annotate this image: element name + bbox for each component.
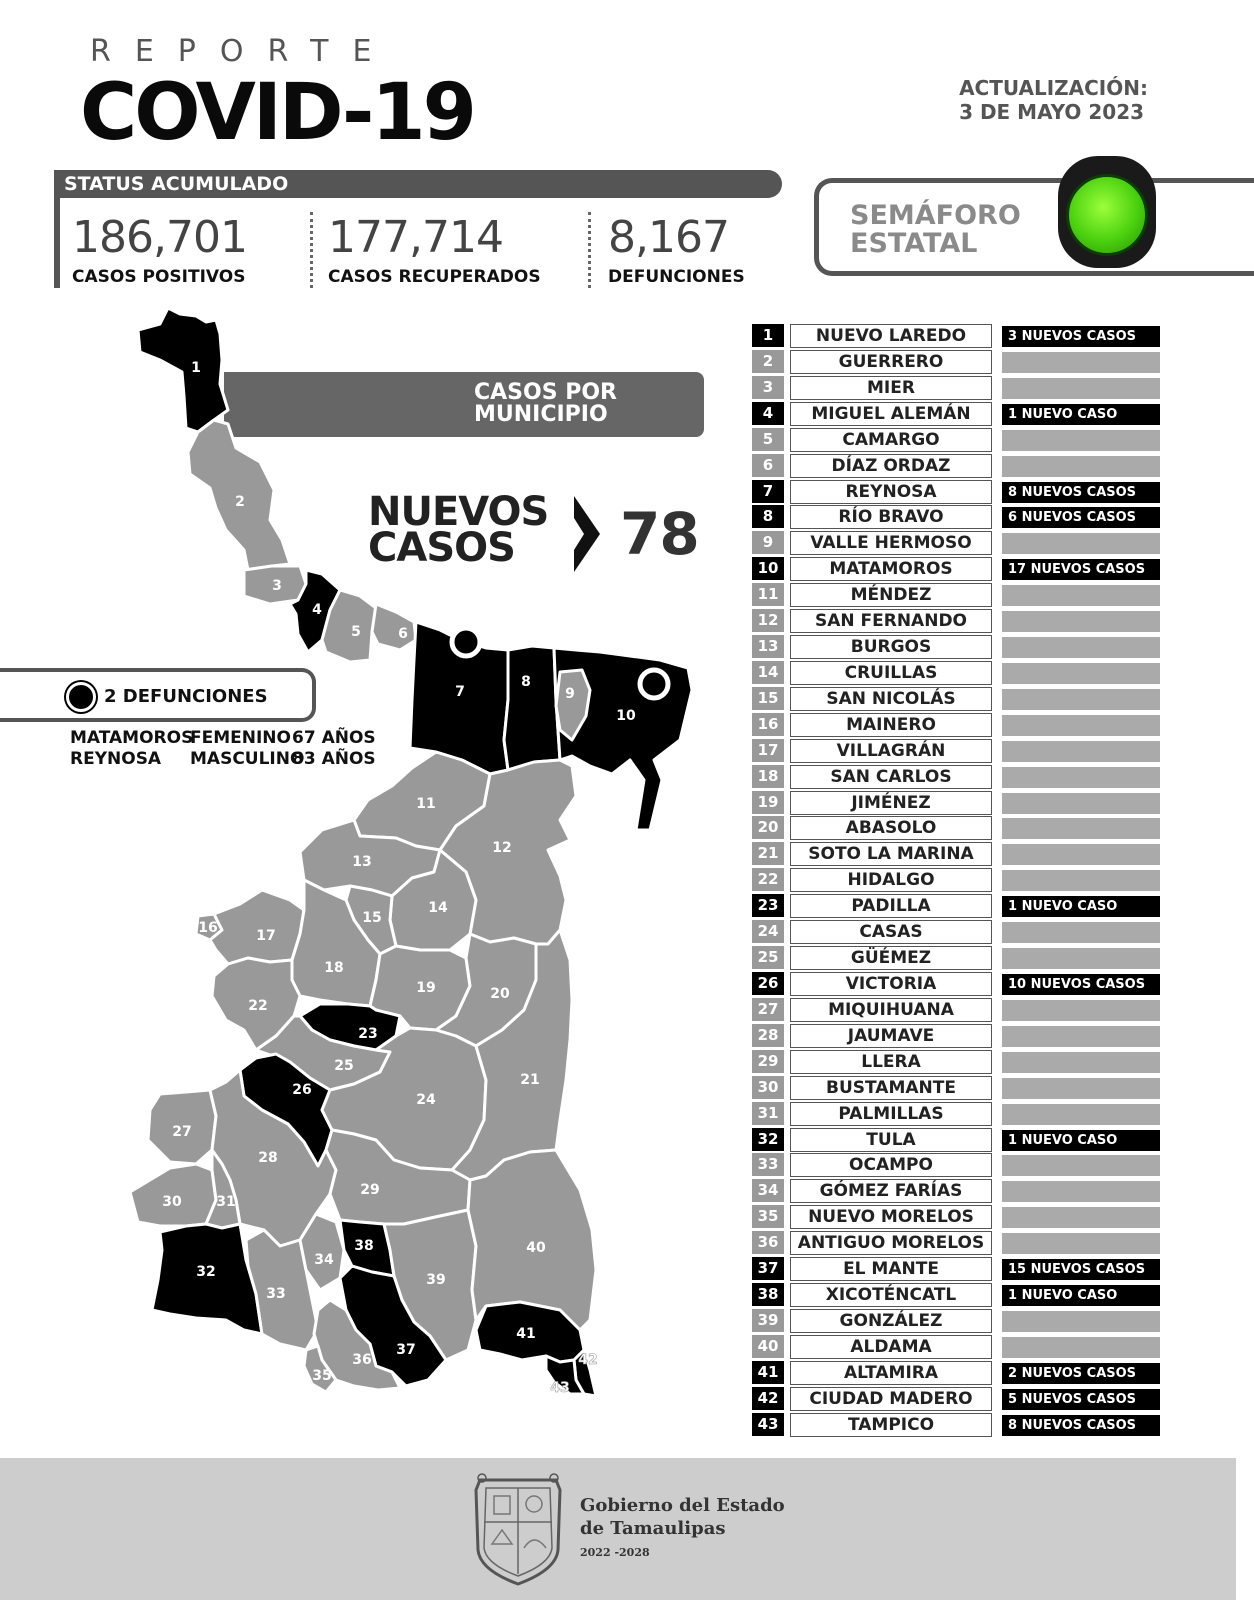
municipio-name: HIDALGO xyxy=(790,868,992,892)
municipio-number: 18 xyxy=(752,765,784,788)
municipio-row xyxy=(752,505,1162,529)
municipio-name: CRUILLAS xyxy=(790,661,992,685)
municipio-row xyxy=(752,946,1162,970)
map-label-36: 36 xyxy=(352,1352,372,1368)
municipio-row xyxy=(752,324,1162,348)
municipio-row xyxy=(752,376,1162,400)
death-marker-matamoros-icon xyxy=(640,670,668,698)
report-title: COVID-19 xyxy=(80,68,474,158)
municipio-row xyxy=(752,739,1162,763)
municipio-row xyxy=(752,765,1162,789)
municipio-new-cases xyxy=(1002,430,1160,451)
status-acumulado-bar: STATUS ACUMULADO xyxy=(54,170,782,198)
municipio-new-cases xyxy=(1002,585,1160,606)
municipio-name: CAMARGO xyxy=(790,428,992,452)
municipio-name: CIUDAD MADERO xyxy=(790,1387,992,1411)
municipio-number: 1 xyxy=(752,324,784,347)
municipio-row xyxy=(752,713,1162,737)
status-left-rule xyxy=(54,170,60,288)
municipio-number: 20 xyxy=(752,816,784,839)
municipio-row xyxy=(752,480,1162,504)
municipio-new-cases xyxy=(1002,1181,1160,1202)
municipio-number: 11 xyxy=(752,583,784,606)
municipio-row xyxy=(752,972,1162,996)
municipio-number: 12 xyxy=(752,609,784,632)
municipio-new-cases xyxy=(1002,793,1160,814)
municipio-number: 39 xyxy=(752,1309,784,1332)
municipio-name: EL MANTE xyxy=(790,1257,992,1281)
municipio-number: 25 xyxy=(752,946,784,969)
defuncion-sexo: FEMENINO xyxy=(190,728,291,748)
municipio-row xyxy=(752,1179,1162,1203)
municipio-number: 5 xyxy=(752,428,784,451)
municipio-row xyxy=(752,531,1162,555)
municipio-row xyxy=(752,1361,1162,1385)
map-label-25: 25 xyxy=(334,1058,354,1074)
municipio-name: MIGUEL ALEMÁN xyxy=(790,402,992,426)
municipio-row xyxy=(752,842,1162,866)
municipio-name: XICOTÉNCATL xyxy=(790,1283,992,1307)
map-label-9: 9 xyxy=(565,686,575,702)
municipio-name: TAMPICO xyxy=(790,1413,992,1437)
municipio-name: VALLE HERMOSO xyxy=(790,531,992,555)
municipio-new-cases xyxy=(1002,1207,1160,1228)
municipio-new-cases xyxy=(1002,1026,1160,1047)
municipio-name: SOTO LA MARINA xyxy=(790,842,992,866)
municipio-row xyxy=(752,1102,1162,1126)
municipio-new-cases: 8 NUEVOS CASOS xyxy=(1002,482,1160,503)
municipio-number: 17 xyxy=(752,739,784,762)
municipio-name: NUEVO LAREDO xyxy=(790,324,992,348)
municipio-new-cases xyxy=(1002,611,1160,632)
defuncion-edad: 83 AÑOS xyxy=(292,749,376,769)
municipio-row xyxy=(752,454,1162,478)
municipio-row xyxy=(752,661,1162,685)
map-label-16: 16 xyxy=(198,920,218,936)
municipio-new-cases xyxy=(1002,456,1160,477)
municipio-number: 16 xyxy=(752,713,784,736)
municipio-new-cases xyxy=(1002,767,1160,788)
map-label-21: 21 xyxy=(520,1072,540,1088)
map-label-32: 32 xyxy=(196,1264,216,1280)
municipio-name: GÜÉMEZ xyxy=(790,946,992,970)
update-label: ACTUALIZACIÓN: xyxy=(959,76,1148,100)
municipio-name: BURGOS xyxy=(790,635,992,659)
map-region-8 xyxy=(504,646,560,770)
municipio-row xyxy=(752,998,1162,1022)
municipio-name: MIER xyxy=(790,376,992,400)
map-label-27: 27 xyxy=(172,1124,192,1140)
traffic-light-green-icon xyxy=(1066,174,1148,256)
municipio-row xyxy=(752,583,1162,607)
defunciones-count-label: 2 DEFUNCIONES xyxy=(104,686,268,707)
stat-defunciones xyxy=(608,212,745,287)
map-label-19: 19 xyxy=(416,980,436,996)
map-label-23: 23 xyxy=(358,1026,378,1042)
municipio-new-cases xyxy=(1002,663,1160,684)
nuevos-line2: CASOS xyxy=(368,525,515,571)
municipio-number: 35 xyxy=(752,1205,784,1228)
municipio-row xyxy=(752,920,1162,944)
municipio-row xyxy=(752,1309,1162,1333)
municipio-new-cases xyxy=(1002,533,1160,554)
map-label-41: 41 xyxy=(516,1326,536,1342)
municipio-new-cases xyxy=(1002,1000,1160,1021)
map-label-17: 17 xyxy=(256,928,276,944)
map-label-12: 12 xyxy=(492,840,512,856)
municipio-new-cases: 1 NUEVO CASO xyxy=(1002,1130,1160,1151)
municipio-row xyxy=(752,350,1162,374)
defunciones-label: DEFUNCIONES xyxy=(608,267,745,287)
municipio-row xyxy=(752,1335,1162,1359)
municipio-row xyxy=(752,1387,1162,1411)
semaforo-line1: SEMÁFORO xyxy=(850,200,1021,231)
municipio-number: 26 xyxy=(752,972,784,995)
map-label-24: 24 xyxy=(416,1092,436,1108)
stat-divider xyxy=(588,212,591,288)
municipio-row xyxy=(752,1076,1162,1100)
municipio-name: GUERRERO xyxy=(790,350,992,374)
defuncion-edad: 67 AÑOS xyxy=(292,728,376,748)
municipio-number: 2 xyxy=(752,350,784,373)
map-label-43: 43 xyxy=(550,1380,570,1396)
defunciones-value: 8,167 xyxy=(608,212,729,263)
municipio-new-cases: 1 NUEVO CASO xyxy=(1002,404,1160,425)
government-years: 2022 -2028 xyxy=(580,1546,650,1559)
municipio-name: ANTIGUO MORELOS xyxy=(790,1231,992,1255)
map-label-14: 14 xyxy=(428,900,448,916)
municipio-new-cases: 1 NUEVO CASO xyxy=(1002,896,1160,917)
municipio-new-cases xyxy=(1002,1078,1160,1099)
municipio-new-cases xyxy=(1002,922,1160,943)
semaforo-label xyxy=(850,202,1021,258)
chevron-right-icon xyxy=(572,494,602,574)
municipio-number: 3 xyxy=(752,376,784,399)
map-label-39: 39 xyxy=(426,1272,446,1288)
map-label-22: 22 xyxy=(248,998,268,1014)
state-coat-of-arms-icon xyxy=(470,1470,566,1588)
defuncion-sexo: MASCULINO xyxy=(190,749,305,769)
municipio-number: 15 xyxy=(752,687,784,710)
nuevos-line1: NUEVOS xyxy=(368,489,549,535)
municipio-number: 24 xyxy=(752,920,784,943)
municipio-row xyxy=(752,1024,1162,1048)
municipio-row xyxy=(752,428,1162,452)
municipio-name: MATAMOROS xyxy=(790,557,992,581)
municipio-row xyxy=(752,1205,1162,1229)
municipio-row xyxy=(752,1153,1162,1177)
municipio-name: MAINERO xyxy=(790,713,992,737)
map-label-11: 11 xyxy=(416,796,436,812)
municipio-name: JAUMAVE xyxy=(790,1024,992,1048)
semaforo-line2: ESTATAL xyxy=(850,228,978,259)
municipio-number: 42 xyxy=(752,1387,784,1410)
map-label-8: 8 xyxy=(521,674,531,690)
stat-divider xyxy=(310,212,313,288)
municipio-name: PADILLA xyxy=(790,894,992,918)
municipio-name: REYNOSA xyxy=(790,480,992,504)
municipio-name: MIQUIHUANA xyxy=(790,998,992,1022)
municipio-new-cases xyxy=(1002,870,1160,891)
map-label-4: 4 xyxy=(312,602,322,618)
municipio-new-cases: 5 NUEVOS CASOS xyxy=(1002,1389,1160,1410)
map-region-17 xyxy=(210,890,304,964)
casos-positivos-label: CASOS POSITIVOS xyxy=(72,267,246,287)
casos-recuperados-value: 177,714 xyxy=(328,212,503,263)
municipio-new-cases xyxy=(1002,844,1160,865)
municipio-name: VILLAGRÁN xyxy=(790,739,992,763)
map-label-29: 29 xyxy=(360,1182,380,1198)
municipio-name: VICTORIA xyxy=(790,972,992,996)
nuevos-casos-label xyxy=(368,489,549,571)
municipio-number: 38 xyxy=(752,1283,784,1306)
update-date xyxy=(959,76,1148,124)
municipio-row xyxy=(752,868,1162,892)
municipio-new-cases: 17 NUEVOS CASOS xyxy=(1002,559,1160,580)
municipio-name: DÍAZ ORDAZ xyxy=(790,454,992,478)
municipio-row xyxy=(752,1413,1162,1437)
casos-municipio-line2: MUNICIPIO xyxy=(474,402,608,427)
tamaulipas-municipalities-map xyxy=(120,300,636,1396)
municipio-name: ALDAMA xyxy=(790,1335,992,1359)
municipio-new-cases xyxy=(1002,637,1160,658)
municipio-number: 33 xyxy=(752,1153,784,1176)
municipio-new-cases xyxy=(1002,1337,1160,1358)
map-label-28: 28 xyxy=(258,1150,278,1166)
defunciones-rows xyxy=(70,728,376,770)
map-label-35: 35 xyxy=(312,1368,332,1384)
municipio-new-cases: 8 NUEVOS CASOS xyxy=(1002,1415,1160,1436)
stat-casos-positivos xyxy=(72,212,247,287)
casos-recuperados-label: CASOS RECUPERADOS xyxy=(328,267,541,287)
government-line1: Gobierno del Estado xyxy=(580,1495,785,1516)
map-label-2: 2 xyxy=(235,494,245,510)
government-name xyxy=(580,1494,785,1540)
municipio-new-cases: 6 NUEVOS CASOS xyxy=(1002,507,1160,528)
municipio-new-cases xyxy=(1002,818,1160,839)
map-label-20: 20 xyxy=(490,986,510,1002)
municipio-number: 7 xyxy=(752,480,784,503)
nuevos-casos-count: 78 xyxy=(620,500,699,568)
stat-casos-recuperados xyxy=(328,212,541,287)
municipio-row xyxy=(752,816,1162,840)
map-label-30: 30 xyxy=(162,1194,182,1210)
map-label-5: 5 xyxy=(351,624,361,640)
municipio-name: JIMÉNEZ xyxy=(790,791,992,815)
map-label-10: 10 xyxy=(616,708,636,724)
municipio-row xyxy=(752,402,1162,426)
municipio-number: 9 xyxy=(752,531,784,554)
municipio-name: NUEVO MORELOS xyxy=(790,1205,992,1229)
municipio-number: 19 xyxy=(752,791,784,814)
municipio-row xyxy=(752,609,1162,633)
map-label-34: 34 xyxy=(314,1252,334,1268)
municipio-number: 6 xyxy=(752,454,784,477)
municipio-name: OCAMPO xyxy=(790,1153,992,1177)
municipio-new-cases xyxy=(1002,741,1160,762)
municipio-new-cases xyxy=(1002,715,1160,736)
casos-municipio-line1: CASOS POR xyxy=(474,380,617,405)
municipio-name: ALTAMIRA xyxy=(790,1361,992,1385)
government-line2: de Tamaulipas xyxy=(580,1518,726,1539)
municipio-number: 8 xyxy=(752,505,784,528)
municipio-number: 27 xyxy=(752,998,784,1021)
death-dot-icon xyxy=(66,682,96,712)
municipio-new-cases xyxy=(1002,352,1160,373)
municipio-number: 31 xyxy=(752,1102,784,1125)
municipio-number: 34 xyxy=(752,1179,784,1202)
municipio-name: SAN FERNANDO xyxy=(790,609,992,633)
municipio-number: 22 xyxy=(752,868,784,891)
municipio-row xyxy=(752,635,1162,659)
municipio-row xyxy=(752,1231,1162,1255)
defuncion-municipio: REYNOSA xyxy=(70,749,162,769)
municipio-number: 10 xyxy=(752,557,784,580)
map-region-1 xyxy=(138,308,228,432)
municipio-row xyxy=(752,1050,1162,1074)
map-label-3: 3 xyxy=(272,578,282,594)
municipio-new-cases xyxy=(1002,1104,1160,1125)
update-value: 3 DE MAYO 2023 xyxy=(959,100,1145,124)
municipio-row xyxy=(752,1128,1162,1152)
municipio-new-cases: 1 NUEVO CASO xyxy=(1002,1285,1160,1306)
municipio-number: 30 xyxy=(752,1076,784,1099)
municipio-new-cases: 2 NUEVOS CASOS xyxy=(1002,1363,1160,1384)
municipio-new-cases: 10 NUEVOS CASOS xyxy=(1002,974,1160,995)
map-label-13: 13 xyxy=(352,854,372,870)
municipio-number: 43 xyxy=(752,1413,784,1436)
municipio-new-cases xyxy=(1002,1052,1160,1073)
municipio-number: 21 xyxy=(752,842,784,865)
municipio-name: RÍO BRAVO xyxy=(790,505,992,529)
municipio-row xyxy=(752,791,1162,815)
municipio-name: GÓMEZ FARÍAS xyxy=(790,1179,992,1203)
municipio-name: SAN CARLOS xyxy=(790,765,992,789)
map-label-6: 6 xyxy=(398,626,408,642)
map-label-26: 26 xyxy=(292,1082,312,1098)
municipio-number: 41 xyxy=(752,1361,784,1384)
municipio-name: TULA xyxy=(790,1128,992,1152)
map-label-40: 40 xyxy=(526,1240,546,1256)
defuncion-row xyxy=(70,749,376,770)
municipio-row xyxy=(752,894,1162,918)
death-marker-reynosa-icon xyxy=(452,628,480,656)
map-label-1: 1 xyxy=(191,360,201,376)
map-label-38: 38 xyxy=(354,1238,374,1254)
municipio-row xyxy=(752,1257,1162,1281)
municipio-row xyxy=(752,1283,1162,1307)
municipio-number: 23 xyxy=(752,894,784,917)
municipio-new-cases xyxy=(1002,1155,1160,1176)
map-label-37: 37 xyxy=(396,1342,416,1358)
map-label-15: 15 xyxy=(362,910,382,926)
municipio-new-cases xyxy=(1002,689,1160,710)
municipio-number: 4 xyxy=(752,402,784,425)
municipio-number: 37 xyxy=(752,1257,784,1280)
municipio-name: CASAS xyxy=(790,920,992,944)
municipio-name: BUSTAMANTE xyxy=(790,1076,992,1100)
municipio-name: MÉNDEZ xyxy=(790,583,992,607)
municipio-number: 40 xyxy=(752,1335,784,1358)
municipio-number: 14 xyxy=(752,661,784,684)
map-label-7: 7 xyxy=(455,684,465,700)
municipio-new-cases xyxy=(1002,1233,1160,1254)
municipio-name: SAN NICOLÁS xyxy=(790,687,992,711)
municipio-name: ABASOLO xyxy=(790,816,992,840)
map-label-33: 33 xyxy=(266,1286,286,1302)
municipio-number: 13 xyxy=(752,635,784,658)
municipio-number: 28 xyxy=(752,1024,784,1047)
municipio-new-cases: 15 NUEVOS CASOS xyxy=(1002,1259,1160,1280)
municipio-number: 32 xyxy=(752,1128,784,1151)
defuncion-row xyxy=(70,728,376,749)
map-region-6 xyxy=(372,604,416,650)
municipio-name: LLERA xyxy=(790,1050,992,1074)
map-label-18: 18 xyxy=(324,960,344,976)
municipio-new-cases xyxy=(1002,1311,1160,1332)
report-kicker: REPORTE xyxy=(90,34,396,69)
municipio-row xyxy=(752,557,1162,581)
municipio-name: PALMILLAS xyxy=(790,1102,992,1126)
municipio-new-cases xyxy=(1002,378,1160,399)
casos-positivos-value: 186,701 xyxy=(72,212,247,263)
municipio-name: GONZÁLEZ xyxy=(790,1309,992,1333)
municipio-new-cases xyxy=(1002,948,1160,969)
map-label-31: 31 xyxy=(216,1194,236,1210)
defuncion-municipio: MATAMOROS xyxy=(70,728,194,748)
municipio-new-cases: 3 NUEVOS CASOS xyxy=(1002,326,1160,347)
municipio-number: 36 xyxy=(752,1231,784,1254)
municipio-number: 29 xyxy=(752,1050,784,1073)
map-label-42: 42 xyxy=(578,1352,598,1368)
municipio-row xyxy=(752,687,1162,711)
